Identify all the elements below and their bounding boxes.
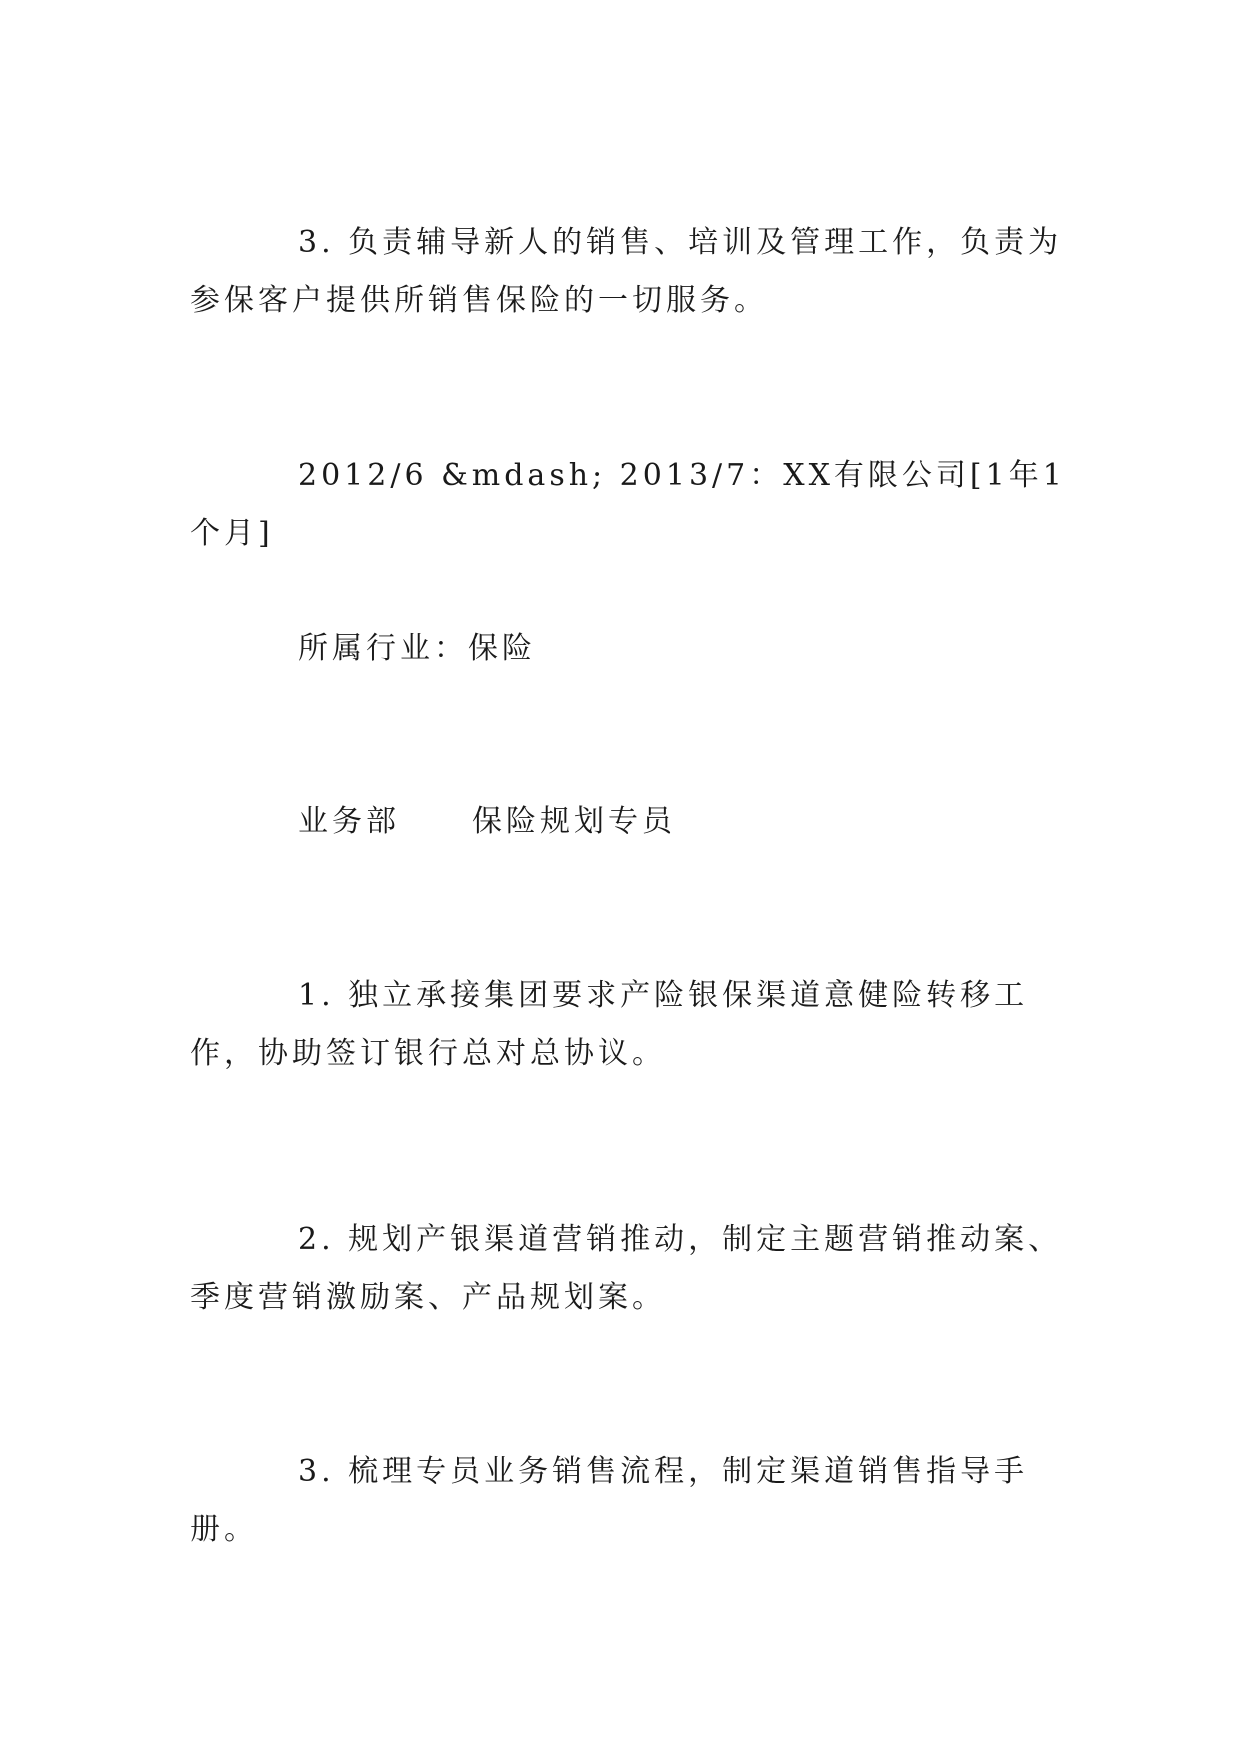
duty-item-2: 2. 规划产银渠道营销推动，制定主题营销推动案、季度营销激励案、产品规划案。	[190, 1222, 1063, 1315]
duty-item-3: 3. 负责辅导新人的销售、培训及管理工作，负责为参保客户提供所销售保险的一切服务。	[190, 225, 1063, 318]
duty-item-1: 1. 独立承接集团要求产险银保渠道意健险转移工作，协助签订银行总对总协议。	[190, 978, 1029, 1071]
employment-period: 2012/6 &mdash; 2013/7：XX有限公司[1年1个月]	[190, 458, 1066, 551]
department-position-line	[190, 793, 1070, 851]
position-label: 保险规划专员	[472, 804, 676, 839]
department-label: 业务部	[298, 804, 400, 839]
duty-item-3b: 3. 梳理专员业务销售流程，制定渠道销售指导手册。	[190, 1454, 1029, 1547]
industry-line: 所属行业：保险	[298, 631, 536, 666]
